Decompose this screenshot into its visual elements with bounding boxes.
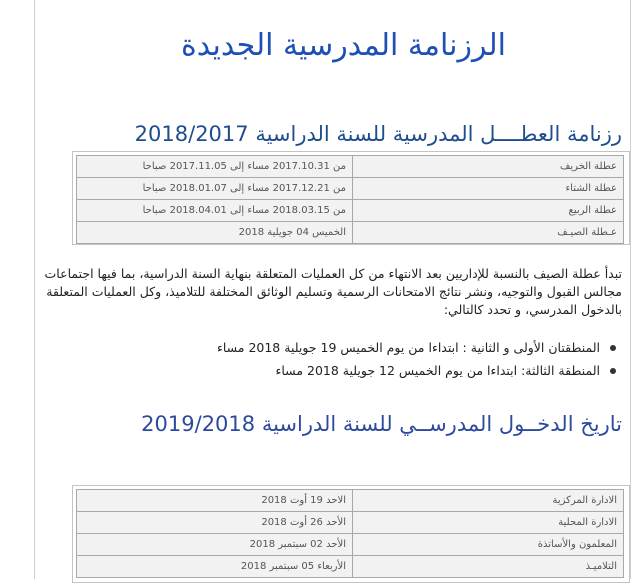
holiday-label: عطلة الشتاء — [353, 178, 624, 200]
table-row — [77, 200, 624, 222]
entry-date: الاحد 19 أوت 2018 — [77, 490, 353, 512]
table-row — [77, 156, 624, 178]
holidays-heading: رزنامة العطــــل المدرسية للسنة الدراسية 2018/2017 — [134, 122, 622, 146]
bullet-icon — [610, 345, 616, 351]
list-item — [58, 336, 618, 359]
holidays-table — [76, 155, 624, 244]
bullet-icon — [610, 368, 616, 374]
page-title: الرزنامة المدرسية الجديدة — [181, 28, 506, 63]
table-row — [77, 222, 624, 244]
table-row — [77, 178, 624, 200]
school-entry-table — [76, 489, 624, 578]
entry-date: الأحد 26 أوت 2018 — [77, 512, 353, 534]
table-row — [77, 556, 624, 578]
region-dates-list — [58, 336, 618, 382]
list-item-text: المنطقة الثالثة: ابتداءا من يوم الخميس 12 جويلية 2018 مساء — [275, 363, 600, 378]
page-frame-right — [630, 0, 631, 579]
school-entry-heading: تاريخ الدخــول المدرســي للسنة الدراسية 2019/2018 — [141, 412, 622, 436]
holiday-label: عـطلة الصيـف — [353, 222, 624, 244]
holiday-dates: الخميس 04 جويلية 2018 — [77, 222, 353, 244]
holiday-dates: من 2017.12.21 مساء إلى 2018.01.07 صباحا — [77, 178, 353, 200]
summer-holiday-paragraph: تبدأ عطلة الصيف بالنسبة للإداريين بعد الانتهاء من كل العمليات المتعلقة بنهاية السنة الدراسية، بما فيها اجتماعات مجالس القبول والتوجيه، ونشر نتائج الامتحانات الرسمية وتسليم الوثائق المختلفة للتلاميذ، وكل العمليات المتعلقة بالدخول المدرسي، و تحدد كالتالي: — [44, 266, 622, 317]
holiday-label: عطلة الخريف — [353, 156, 624, 178]
list-item-text: المنطقتان الأولى و الثانية : ابتداءا من يوم الخميس 19 جويلية 2018 مساء — [216, 340, 600, 355]
entry-group-label: الادارة المحلية — [353, 512, 624, 534]
list-item — [58, 359, 618, 382]
entry-date: الأحد 02 سبتمبر 2018 — [77, 534, 353, 556]
holiday-dates: من 2018.03.15 مساء إلى 2018.04.01 صباحا — [77, 200, 353, 222]
holiday-label: عطلة الربيع — [353, 200, 624, 222]
entry-group-label: الادارة المركزية — [353, 490, 624, 512]
table-row — [77, 534, 624, 556]
table-row — [77, 512, 624, 534]
entry-group-label: المعلمون والأساتذة — [353, 534, 624, 556]
entry-date: الأربعاء 05 سبتمبر 2018 — [77, 556, 353, 578]
table-row — [77, 490, 624, 512]
holiday-dates: من 2017.10.31 مساء إلى 2017.11.05 صباحا — [77, 156, 353, 178]
entry-group-label: التلاميـذ — [353, 556, 624, 578]
